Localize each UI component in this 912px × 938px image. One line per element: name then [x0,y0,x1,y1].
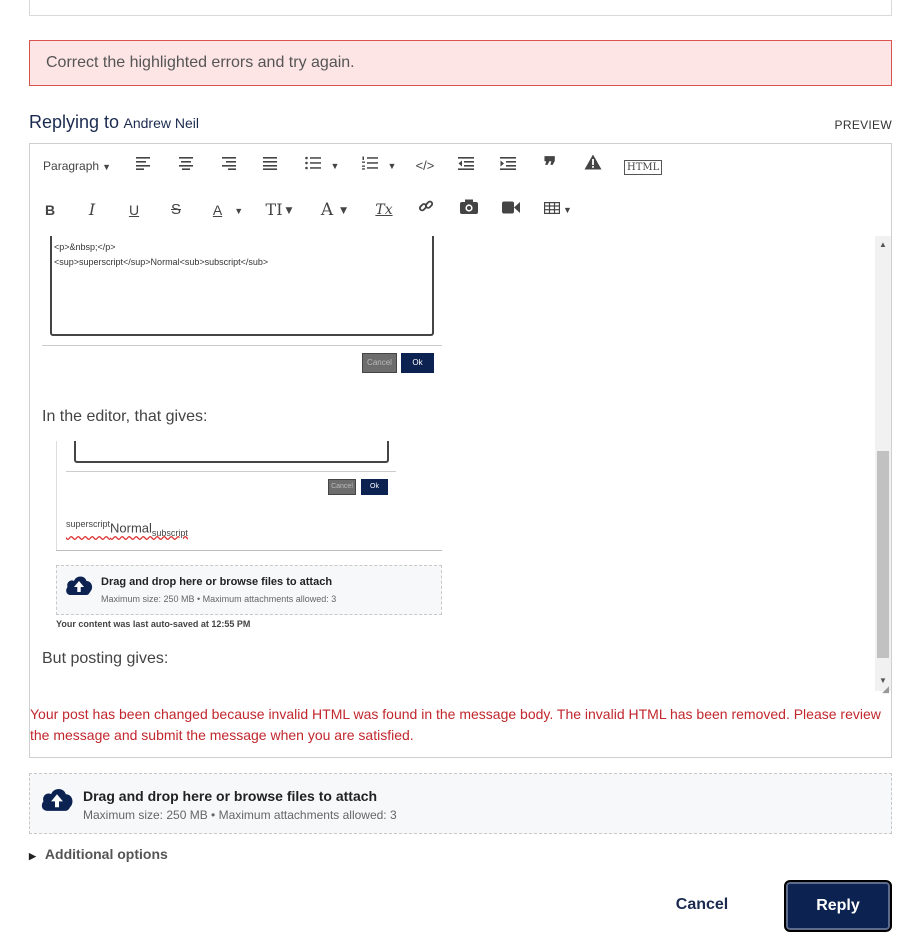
cancel-button[interactable]: Cancel [660,888,744,922]
bullet-list-dropdown[interactable] [302,146,342,186]
rich-text-editor [29,143,892,758]
additional-options-label: Additional options [44,846,168,862]
align-left-icon[interactable] [134,146,154,186]
code-line: <p>&nbsp;</p> [54,242,116,252]
caret-right-icon: ▶ [29,851,36,861]
post-warning-message: Your post has been changed because invalid HTML was found in the message body. The invalid HTML has been removed. Please review the message and submit the message when you are satisfied. [30,706,881,743]
font-size-dropdown[interactable] [262,190,296,230]
error-banner-text: Correct the highlighted errors and try again. [46,54,355,71]
html-code-box [50,236,434,336]
error-banner [29,40,892,86]
indent-icon[interactable] [498,146,518,186]
reply-header [29,112,892,138]
outdent-icon[interactable] [456,146,476,186]
screenshot-html-source [42,236,442,386]
screenshot-attach-area [56,565,442,615]
border-line [56,441,57,551]
code-icon[interactable]: </> [415,158,435,173]
screenshot-cancel-button: Cancel [328,479,356,495]
html-source-button[interactable] [624,146,662,186]
font-color-icon: A [212,202,223,218]
divider [66,471,396,472]
screenshot-editor-result [56,441,442,636]
align-right-icon[interactable] [218,146,238,186]
resize-grip-icon[interactable]: ◢ [882,684,889,694]
previous-section-box [29,0,892,16]
paragraph-format-label: Paragraph [43,159,100,173]
font-family-dropdown[interactable] [316,190,352,230]
screenshot-ok-button: Ok [401,353,434,373]
table-icon [544,202,560,214]
font-family-icon: A [320,200,334,220]
screenshot-cancel-button: Cancel [362,353,397,373]
underline-button[interactable]: U [128,202,140,218]
strikethrough-button[interactable]: S [170,201,181,218]
replying-to-label: Replying to [29,112,120,132]
scroll-down-icon[interactable]: ▼ [879,676,887,685]
autosave-status: Your content was last auto-saved at 12:55 PM [56,619,251,629]
italic-button[interactable]: I [88,200,96,219]
divider [56,550,442,551]
dialog-box-edge [74,441,389,463]
chevron-down-icon: ▼ [234,206,244,217]
align-justify-icon[interactable] [260,146,280,186]
cloud-upload-icon [40,786,74,812]
chevron-down-icon: ▼ [563,205,572,216]
attachment-drop-zone[interactable] [29,773,892,834]
rendered-sup-sub-text [66,519,188,538]
editor-content[interactable] [30,236,888,691]
normal-text: Normal [110,520,152,536]
browse-files-link[interactable]: browse [233,788,283,804]
screenshot-ok-button: Ok [361,479,388,495]
chevron-down-icon: ▼ [340,205,348,216]
table-dropdown[interactable] [542,190,574,230]
chevron-down-icon: ▼ [330,161,340,172]
camera-icon[interactable] [458,190,480,230]
scroll-up-icon[interactable]: ▲ [879,240,887,249]
editor-scrollbar[interactable] [875,236,891,691]
align-center-icon[interactable] [176,146,196,186]
link-icon[interactable] [416,190,436,230]
cloud-upload-icon [65,574,93,596]
toolbar-row-2 [30,190,891,230]
chevron-down-icon: ▼ [387,161,397,172]
reply-author-name: Andrew Neil [123,115,199,131]
warning-icon[interactable] [582,146,604,186]
bold-button[interactable]: B [44,202,56,218]
attach-instructions: Drag and drop here or browse files to attach [83,788,378,804]
video-icon[interactable] [500,190,522,230]
additional-options-toggle[interactable] [29,846,168,862]
numbered-list-icon [362,156,378,170]
attach-limits: Maximum size: 250 MB • Maximum attachments allowed: 3 [83,808,397,822]
toolbar-row-1 [30,146,891,186]
blockquote-icon[interactable]: ❞ [543,151,557,180]
reply-button[interactable]: Reply [784,880,892,932]
chevron-down-icon: ▼ [285,205,293,216]
paragraph-format-dropdown[interactable] [42,146,112,186]
preview-button[interactable]: PREVIEW [834,118,892,132]
scrollbar-thumb[interactable] [877,451,889,658]
clear-format-button[interactable]: Tx [375,202,393,218]
divider [42,345,442,346]
font-color-dropdown[interactable] [206,190,250,230]
html-source-label: HTML [624,160,662,175]
paragraph-text: In the editor, that gives: [42,408,208,425]
font-size-icon: TI [265,200,283,219]
attach-limits: Maximum size: 250 MB • Maximum attachments allowed: 3 [101,594,337,604]
bullet-list-icon [305,156,321,170]
paragraph-text: But posting gives: [42,650,169,667]
subscript-text: subscript [151,527,188,538]
numbered-list-dropdown[interactable] [358,146,400,186]
superscript-text: superscript [66,519,111,529]
attach-instructions: Drag and drop here or browse files to attach [101,576,333,588]
code-line: <sup>superscript</sup>Normal<sub>subscript</sub> [54,257,269,267]
chevron-down-icon: ▼ [102,161,111,172]
